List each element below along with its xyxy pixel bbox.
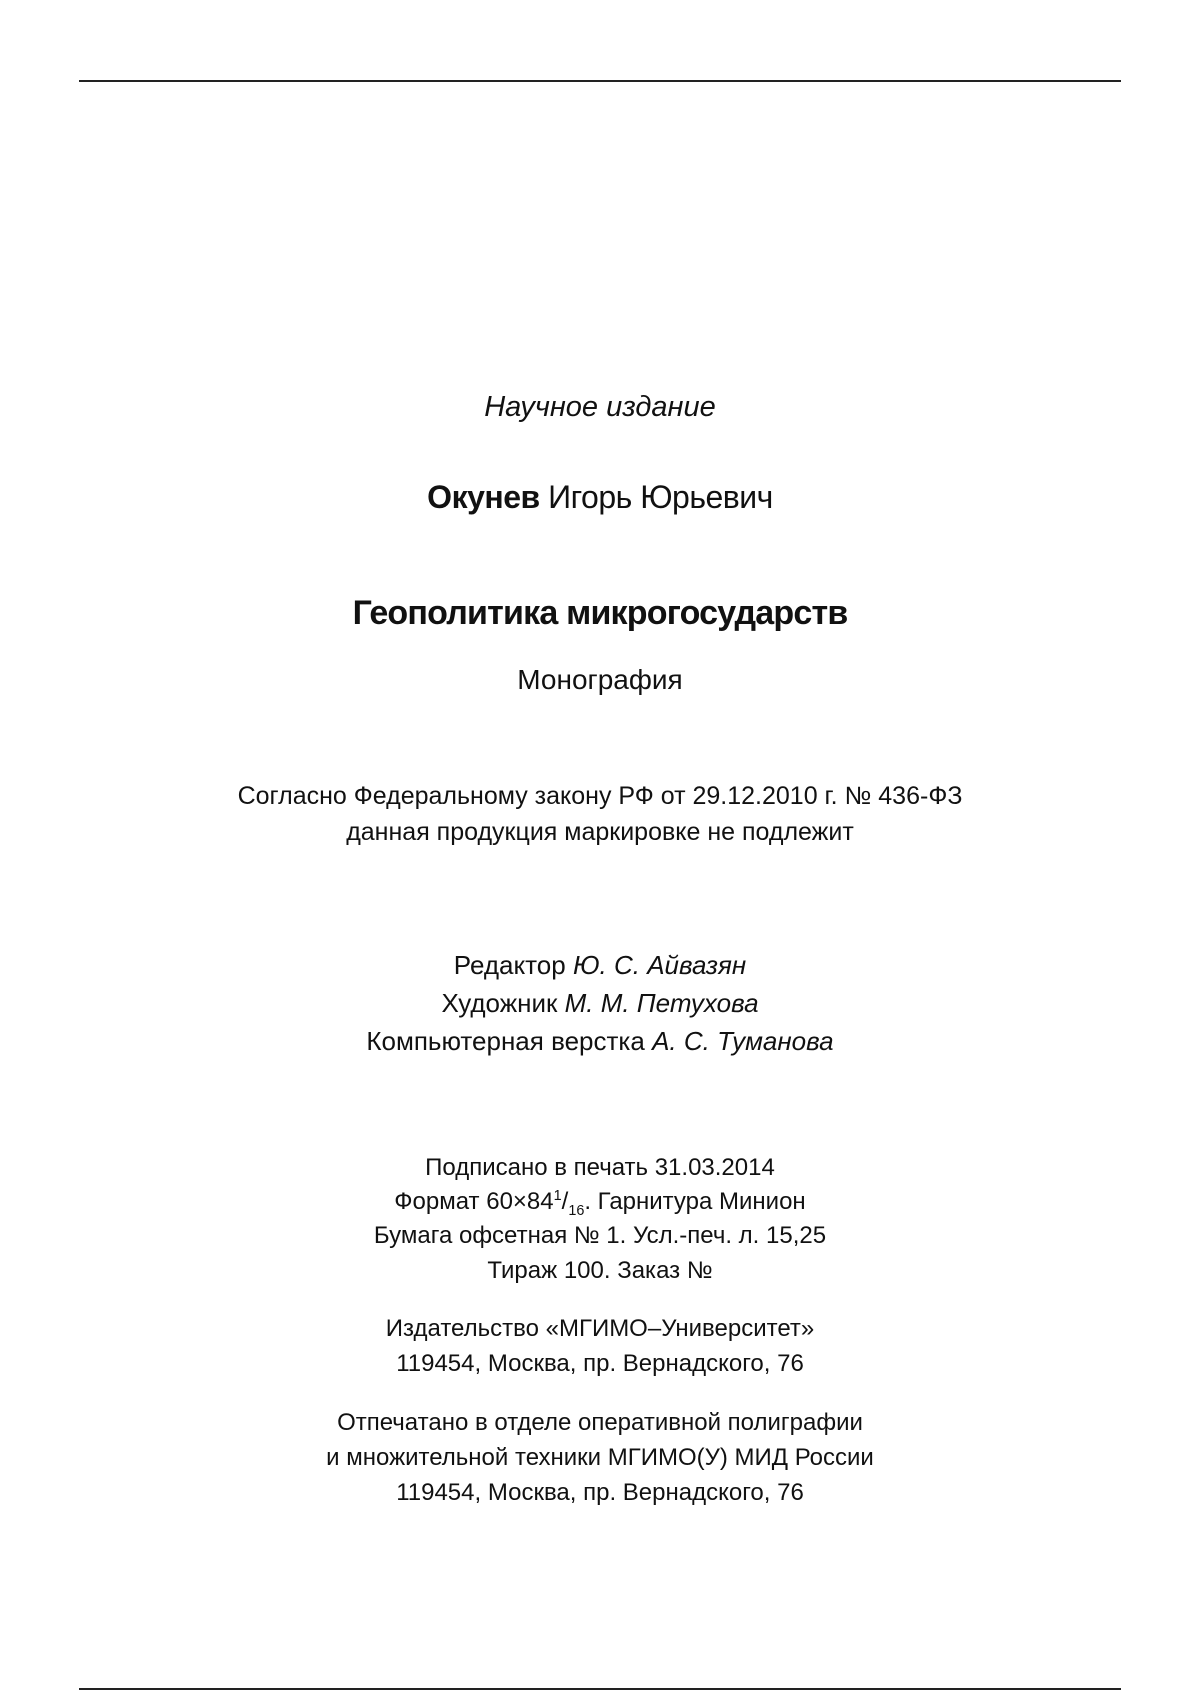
format-fraction-slash: / [561, 1188, 569, 1215]
book-genre: Монография [517, 664, 683, 695]
run-line: Тираж 100. Заказ № [487, 1257, 713, 1284]
printer-address: 119454, Москва, пр. Вернадского, 76 [396, 1479, 804, 1506]
artist-label: Художник [441, 988, 558, 1018]
author-line [0, 481, 1200, 513]
editor-label: Редактор [453, 950, 566, 980]
format-suffix: . Гарнитура Минион [584, 1188, 806, 1215]
printer-line-1: Отпечатано в отделе оперативной полиграфии [337, 1409, 863, 1436]
layout-name: А. С. Туманова [652, 1026, 834, 1056]
credit-artist [0, 990, 1200, 1016]
book-title: Геополитика микрогосударств [352, 594, 848, 632]
format-fraction-numerator: 1 [553, 1188, 562, 1204]
format-line [0, 1188, 1200, 1219]
signed-for-print: Подписано в печать 31.03.2014 [425, 1154, 775, 1181]
printer-line-2: и множительной техники МГИМО(У) МИД России [326, 1444, 874, 1471]
format-prefix: Формат 60×84 [394, 1188, 554, 1215]
law-notice-line-1: Согласно Федеральному закону РФ от 29.12.2010 г. № 436-ФЗ [237, 782, 963, 810]
bottom-rule [79, 1688, 1121, 1690]
editor-name: Ю. С. Айвазян [572, 950, 747, 980]
publisher-address: 119454, Москва, пр. Вернадского, 76 [396, 1350, 804, 1377]
paper-line: Бумага офсетная № 1. Усл.-печ. л. 15,25 [373, 1222, 827, 1249]
law-notice-line-2: данная продукция маркировке не подлежит [346, 818, 854, 846]
top-rule [79, 80, 1121, 82]
author-given-names: Игорь Юрьевич [548, 479, 773, 515]
edition-type: Научное издание [484, 391, 716, 423]
format-fraction-denominator: 16 [568, 1202, 585, 1219]
publisher-name: Издательство «МГИМО–Университет» [385, 1315, 815, 1342]
author-surname: Окунев [427, 479, 540, 515]
credit-layout [0, 1028, 1200, 1054]
artist-name: М. М. Петухова [564, 988, 759, 1018]
credit-editor [0, 952, 1200, 978]
layout-label: Компьютерная верстка [366, 1026, 645, 1056]
